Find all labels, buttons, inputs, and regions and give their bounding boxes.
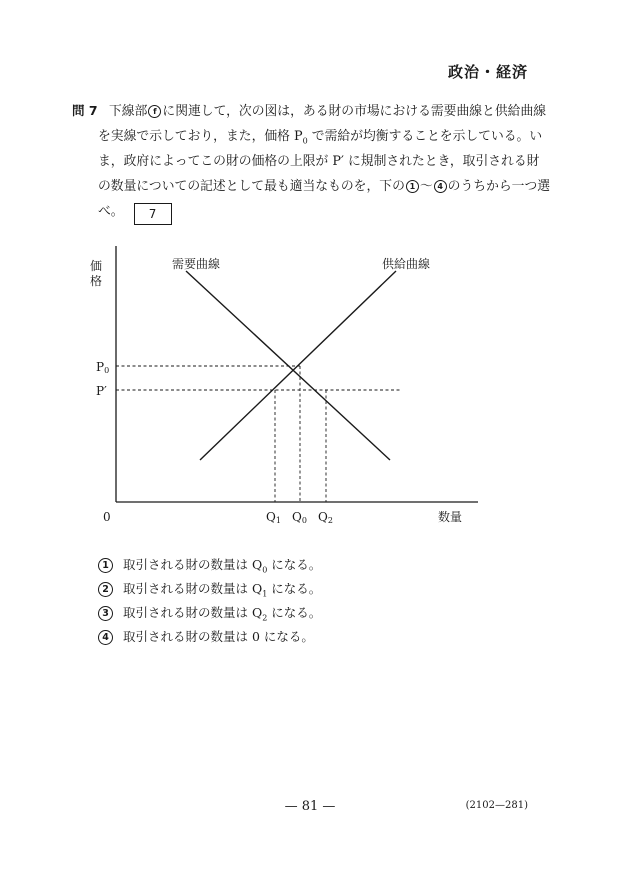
circled-marker: f (148, 105, 161, 118)
supply-curve-label: 供給曲線 (382, 257, 431, 271)
page-number: — 81 — (284, 799, 336, 814)
text-run: 取引される財の数量は Q (123, 605, 263, 620)
price-label-p0: P0 (96, 360, 110, 375)
choice-number-icon: 1 (98, 558, 113, 573)
choice-number-icon: 2 (98, 582, 113, 597)
choice-4[interactable] (97, 627, 314, 645)
quantity-label-q1: Q1 (266, 510, 281, 525)
text-run: に関連して，次の図は，ある財の市場における需要曲線と供給曲線 (162, 104, 547, 119)
choice-3[interactable] (97, 603, 321, 623)
origin-label: 0 (103, 510, 111, 524)
y-axis-label: 価 (89, 259, 103, 273)
choice-number-icon: 4 (98, 630, 113, 645)
question-number: 問 7 (72, 103, 98, 118)
subscript: 0 (302, 136, 308, 146)
text-run: になる。 (267, 557, 322, 572)
demand-curve (186, 271, 390, 460)
text-run: を実線で示しており，また，価格 P (98, 129, 303, 144)
choice-number-icon: 3 (98, 606, 113, 621)
text-run: になる。 (267, 605, 322, 620)
text-run: で需給が均衡することを示している。い (307, 129, 543, 144)
quantity-label-q0: Q0 (292, 510, 307, 525)
text-run: のうちから一つ選 (447, 179, 551, 194)
text-run: 取引される財の数量は Q (123, 557, 263, 572)
choice-2[interactable] (97, 579, 321, 599)
subscript: 0 (262, 565, 268, 575)
subject-title: 政治・経済 (447, 63, 528, 81)
text-run: 取引される財の数量は 0 になる。 (123, 629, 314, 644)
subscript: 1 (262, 589, 268, 599)
choice-1[interactable] (97, 555, 321, 575)
supply-curve (200, 271, 396, 460)
y-axis-label: 格 (89, 274, 103, 288)
x-axis-label: 数量 (438, 510, 463, 524)
answer-box: 7 (134, 203, 172, 225)
text-run: べ。 (98, 204, 124, 219)
text-run: 下線部 (109, 104, 148, 119)
quantity-label-q2: Q2 (318, 510, 333, 525)
text-run: の数量についての記述として最も適当なものを，下の (98, 179, 405, 194)
circled-marker: 4 (434, 180, 447, 193)
exam-code: (2102—281) (465, 800, 528, 811)
text-run: になる。 (267, 581, 322, 596)
demand-curve-label: 需要曲線 (172, 257, 221, 271)
price-label-pprime: P′ (96, 384, 107, 398)
subscript: 2 (262, 613, 268, 623)
circled-marker: 1 (406, 180, 419, 193)
text-run: 取引される財の数量は Q (123, 581, 263, 596)
text-run: 〜 (419, 179, 433, 194)
text-run: ま，政府によってこの財の価格の上限が P′ に規制されたとき，取引される財 (98, 154, 540, 169)
